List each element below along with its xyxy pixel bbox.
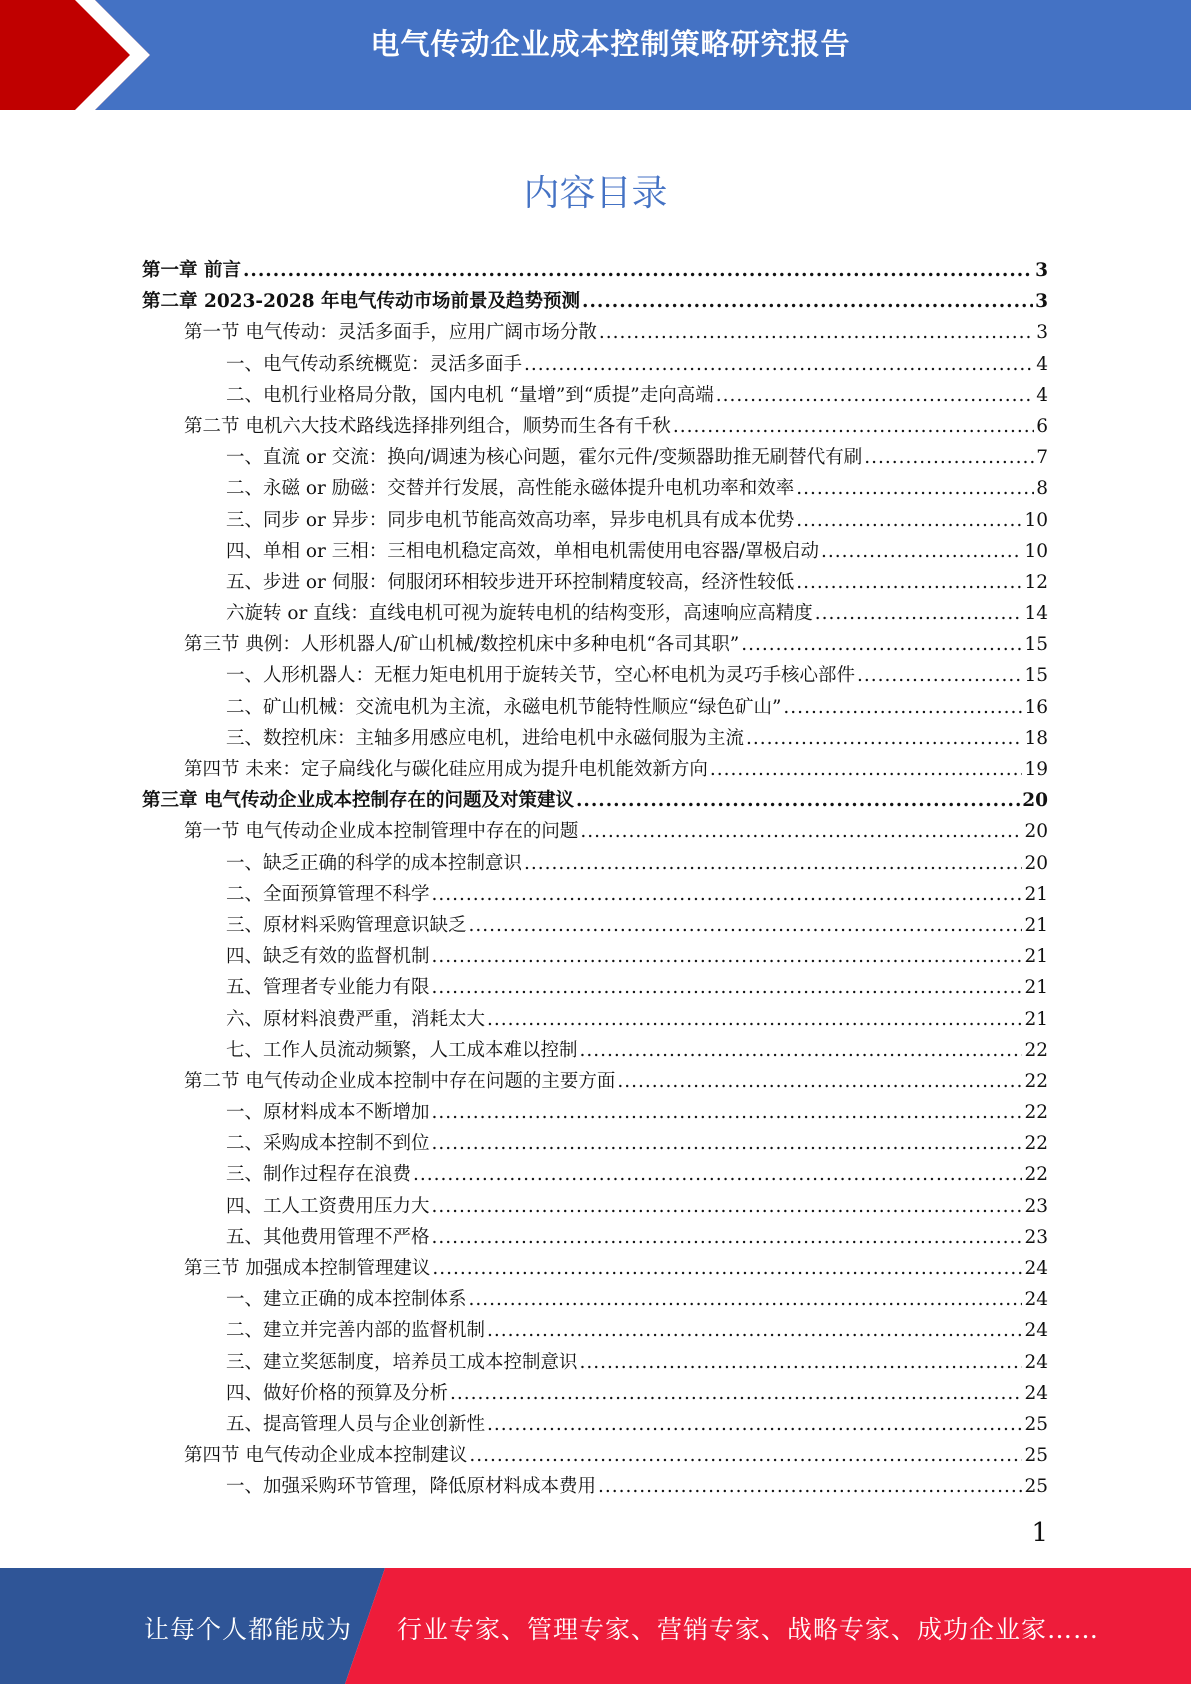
toc-entry-title: 第四节 未来：定子扁线化与碳化硅应用成为提升电机能效新方向 [184,759,708,780]
report-title: 电气传动企业成本控制策略研究报告 [370,27,851,61]
toc-entry-title: 四、单相 or 三相：三相电机稳定高效，单相电机需使用电容器/罩极启动 [226,540,819,562]
toc-dot-leader [432,1102,1023,1123]
toc-entry-title: 六、原材料浪费严重，消耗太大 [226,1008,486,1030]
toc-entry[interactable] [142,1348,1048,1379]
toc-entry-page: 24 [1024,1289,1048,1311]
toc-entry[interactable] [142,1129,1048,1160]
toc-entry-title: 三、同步 or 异步：同步电机节能高效高功率，异步电机具有成本优势 [226,509,795,531]
toc-entry[interactable] [142,1316,1048,1347]
toc-entry-page: 3 [1036,322,1048,344]
toc-entry[interactable] [142,537,1048,568]
toc-entry-page: 20 [1024,852,1048,874]
toc-entry[interactable] [142,755,1048,786]
toc-entry[interactable] [142,1192,1048,1223]
toc-entry-title: 一、加强采购环节管理，降低原材料成本费用 [226,1476,597,1498]
toc-entry[interactable] [142,474,1048,505]
toc-entry-title: 第三节 典例：人形机器人/矿山机械/数控机床中多种电机“各司其职” [184,634,740,656]
toc-entry-page: 3 [1035,291,1048,313]
toc-dot-leader [432,1196,1023,1217]
toc-entry[interactable] [142,256,1048,287]
toc-dot-leader [413,1164,1022,1185]
toc-entry-page: 4 [1036,353,1048,375]
toc-entry[interactable] [142,506,1048,537]
toc-dot-leader [580,1352,1023,1373]
toc-entry-title: 一、电气传动系统概览：灵活多面手 [226,353,523,375]
toc-dot-leader [432,884,1023,905]
toc-dot-leader [580,821,1022,842]
toc-dot-leader [487,1320,1022,1341]
toc-dot-leader [524,354,1034,375]
toc-entry-page: 18 [1024,727,1048,749]
toc-entry-page: 21 [1024,914,1048,936]
toc-entry-title: 五、步进 or 伺服：伺服闭环相较步进开环控制精度较高，经济性较低 [226,571,795,593]
toc-entry-title: 二、建立并完善内部的监督机制 [226,1320,486,1342]
toc-entry-page: 21 [1024,977,1048,999]
toc-entry-page: 25 [1024,1445,1048,1467]
toc-entry[interactable] [142,630,1048,661]
toc-entry-title: 第四节 电气传动企业成本控制建议 [184,1445,468,1467]
toc-entry[interactable] [142,318,1048,349]
toc-dot-leader [710,759,1023,780]
toc-entry-title: 第二节 电机六大技术路线选择排列组合，顺势而生各有千秋 [184,415,671,437]
toc-entry[interactable] [142,599,1048,630]
toc-entry-page: 20 [1022,790,1048,812]
toc-dot-leader [796,510,1022,531]
toc-entry-page: 22 [1024,1070,1048,1092]
toc-entry-page: 16 [1024,696,1048,718]
toc-dot-leader [487,1009,1022,1030]
toc-entry-page: 24 [1024,1351,1048,1373]
toc-dot-leader [673,416,1034,437]
toc-dot-leader [580,1040,1023,1061]
toc-dot-leader [450,1383,1022,1404]
toc-dot-leader [487,1414,1022,1435]
toc-entry[interactable] [142,568,1048,599]
toc-entry-page: 4 [1036,384,1048,406]
toc-dot-leader [746,728,1022,749]
toc-entry-page: 10 [1024,540,1048,562]
toc-entry[interactable] [142,880,1048,911]
toc-dot-leader [857,665,1022,686]
toc-entry-title: 一、直流 or 交流：换向/调速为核心问题，霍尔元件/变频器助推无刷替代有刷 [226,447,863,469]
toc-entry-page: 23 [1024,1226,1048,1248]
toc-entry-title: 四、做好价格的预算及分析 [226,1382,449,1404]
toc-entry-page: 6 [1036,415,1048,437]
toc-entry-page: 12 [1024,571,1048,593]
footer-slogan-right: 行业专家、管理专家、营销专家、战略专家、成功企业家…… [397,1615,1100,1644]
toc-dot-leader [716,385,1035,406]
toc-entry-page: 22 [1024,1164,1048,1186]
toc-entry-title: 三、原材料采购管理意识缺乏 [226,914,467,936]
toc-entry-title: 一、缺乏正确的科学的成本控制意识 [226,852,523,874]
toc-dot-leader [576,790,1020,811]
toc-entry-title: 一、原材料成本不断增加 [226,1102,430,1124]
toc-dot-leader [815,603,1023,624]
toc-entry-page: 10 [1024,509,1048,531]
toc-entry[interactable] [142,1005,1048,1036]
toc-dot-leader [617,1071,1022,1092]
toc-dot-leader [796,572,1022,593]
toc-entry-page: 15 [1024,665,1048,687]
toc-entry-title: 五、提高管理人员与企业创新性 [226,1413,486,1435]
toc-entry[interactable] [142,1410,1048,1441]
footer-band [0,1568,1191,1684]
toc-dot-leader [821,541,1022,562]
toc-entry-page: 22 [1024,1133,1048,1155]
header-band [0,0,1191,110]
toc-entry[interactable] [142,287,1048,318]
toc-entry-title: 三、制作过程存在浪费 [226,1164,412,1186]
toc-entry[interactable] [142,412,1048,443]
toc-entry-title: 二、全面预算管理不科学 [226,883,430,905]
toc-entry-title: 二、永磁 or 励磁：交替并行发展，高性能永磁体提升电机功率和效率 [226,478,795,500]
toc-title: 内容目录 [523,173,668,214]
toc-entry[interactable] [142,1067,1048,1098]
toc-entry-title: 一、人形机器人：无框力矩电机用于旋转关节，空心杯电机为灵巧手核心部件 [226,665,856,687]
toc-entry-page: 19 [1024,759,1048,780]
toc-entry[interactable] [142,1160,1048,1191]
toc-entry-page: 3 [1035,260,1048,281]
toc-entry-title: 二、采购成本控制不到位 [226,1133,430,1155]
toc-entry[interactable] [142,849,1048,880]
toc-entry-page: 8 [1036,478,1048,500]
toc-entry-title: 第三节 加强成本控制管理建议 [184,1258,431,1279]
toc-entry-page: 21 [1024,883,1048,905]
toc-entry[interactable] [142,786,1048,817]
toc-entry-page: 15 [1024,634,1048,656]
toc-entry-page: 23 [1024,1195,1048,1217]
toc-entry-title: 二、电机行业格局分散，国内电机 “量增”到“质提”走向高端 [226,384,714,406]
toc-entry-page: 25 [1024,1476,1048,1498]
toc-entry[interactable] [142,350,1048,381]
toc-dot-leader [599,322,1034,343]
toc-entry-title: 一、建立正确的成本控制体系 [226,1289,467,1311]
toc-dot-leader [783,697,1022,718]
toc-entry-title: 第一章 前言 [142,260,241,281]
toc-entry-page: 22 [1024,1039,1048,1061]
toc-entry[interactable] [142,661,1048,692]
toc-entry-page: 24 [1024,1320,1048,1342]
toc-entry-title: 第一节 电气传动：灵活多面手，应用广阔市场分散 [184,322,597,344]
toc-entry[interactable] [142,942,1048,973]
toc-dot-leader [524,853,1022,874]
toc-dot-leader [469,915,1023,936]
toc-entry[interactable] [142,1285,1048,1316]
toc-entry-title: 三、建立奖惩制度，培养员工成本控制意识 [226,1351,578,1373]
toc-entry-title: 第一节 电气传动企业成本控制管理中存在的问题 [184,821,579,843]
toc-entry-title: 四、工人工资费用压力大 [226,1195,430,1217]
toc-dot-leader [469,1445,1022,1466]
toc-entry[interactable] [142,381,1048,412]
toc-dot-leader [741,634,1022,655]
toc-entry-page: 7 [1036,447,1048,469]
toc-entry-title: 三、数控机床：主轴多用感应电机，进给电机中永磁伺服为主流 [226,727,745,749]
toc-entry-page: 24 [1024,1382,1048,1404]
table-of-contents [142,256,1048,1504]
toc-entry-page: 14 [1024,603,1048,625]
toc-entry[interactable] [142,1098,1048,1129]
toc-dot-leader [432,946,1023,967]
toc-dot-leader [432,1227,1023,1248]
toc-entry-title: 二、矿山机械：交流电机为主流，永磁电机节能特性顺应“绿色矿山” [226,696,782,718]
toc-entry-page: 24 [1024,1258,1048,1279]
toc-dot-leader [598,1476,1022,1497]
toc-entry[interactable] [142,1223,1048,1254]
toc-entry[interactable] [142,1036,1048,1067]
toc-entry-title: 第二节 电气传动企业成本控制中存在问题的主要方面 [184,1070,616,1092]
toc-dot-leader [432,1258,1022,1279]
toc-entry-title: 七、工作人员流动频繁，人工成本难以控制 [226,1039,578,1061]
toc-entry[interactable] [142,1254,1048,1285]
toc-entry-title: 四、缺乏有效的监督机制 [226,946,430,968]
toc-dot-leader [469,1289,1023,1310]
toc-entry-page: 25 [1024,1413,1048,1435]
toc-entry-page: 22 [1024,1102,1048,1124]
toc-entry-title: 第三章 电气传动企业成本控制存在的问题及对策建议 [142,790,574,812]
page-number: 1 [1031,1518,1048,1548]
toc-entry[interactable] [142,1379,1048,1410]
toc-entry-page: 20 [1024,821,1048,843]
toc-dot-leader [432,1133,1023,1154]
toc-entry[interactable] [142,443,1048,474]
toc-entry-title: 五、其他费用管理不严格 [226,1226,430,1248]
toc-entry-title: 六旋转 or 直线：直线电机可视为旋转电机的结构变形，高速响应高精度 [226,603,813,625]
toc-entry-page: 21 [1024,946,1048,968]
toc-dot-leader [582,291,1033,312]
toc-entry[interactable] [142,724,1048,755]
toc-dot-leader [432,977,1023,998]
toc-entry-title: 第二章 2023-2028 年电气传动市场前景及趋势预测 [142,291,581,313]
toc-entry[interactable] [142,693,1048,724]
toc-entry[interactable] [142,973,1048,1004]
toc-dot-leader [864,447,1034,468]
toc-entry-page: 21 [1024,1008,1048,1030]
toc-entry-title: 五、管理者专业能力有限 [226,977,430,999]
toc-entry[interactable] [142,1472,1048,1503]
toc-entry[interactable] [142,1441,1048,1472]
toc-dot-leader [796,478,1034,499]
toc-dot-leader [243,260,1033,281]
toc-entry[interactable] [142,817,1048,848]
toc-entry[interactable] [142,911,1048,942]
footer-slogan-left: 让每个人都能成为 [144,1615,353,1644]
